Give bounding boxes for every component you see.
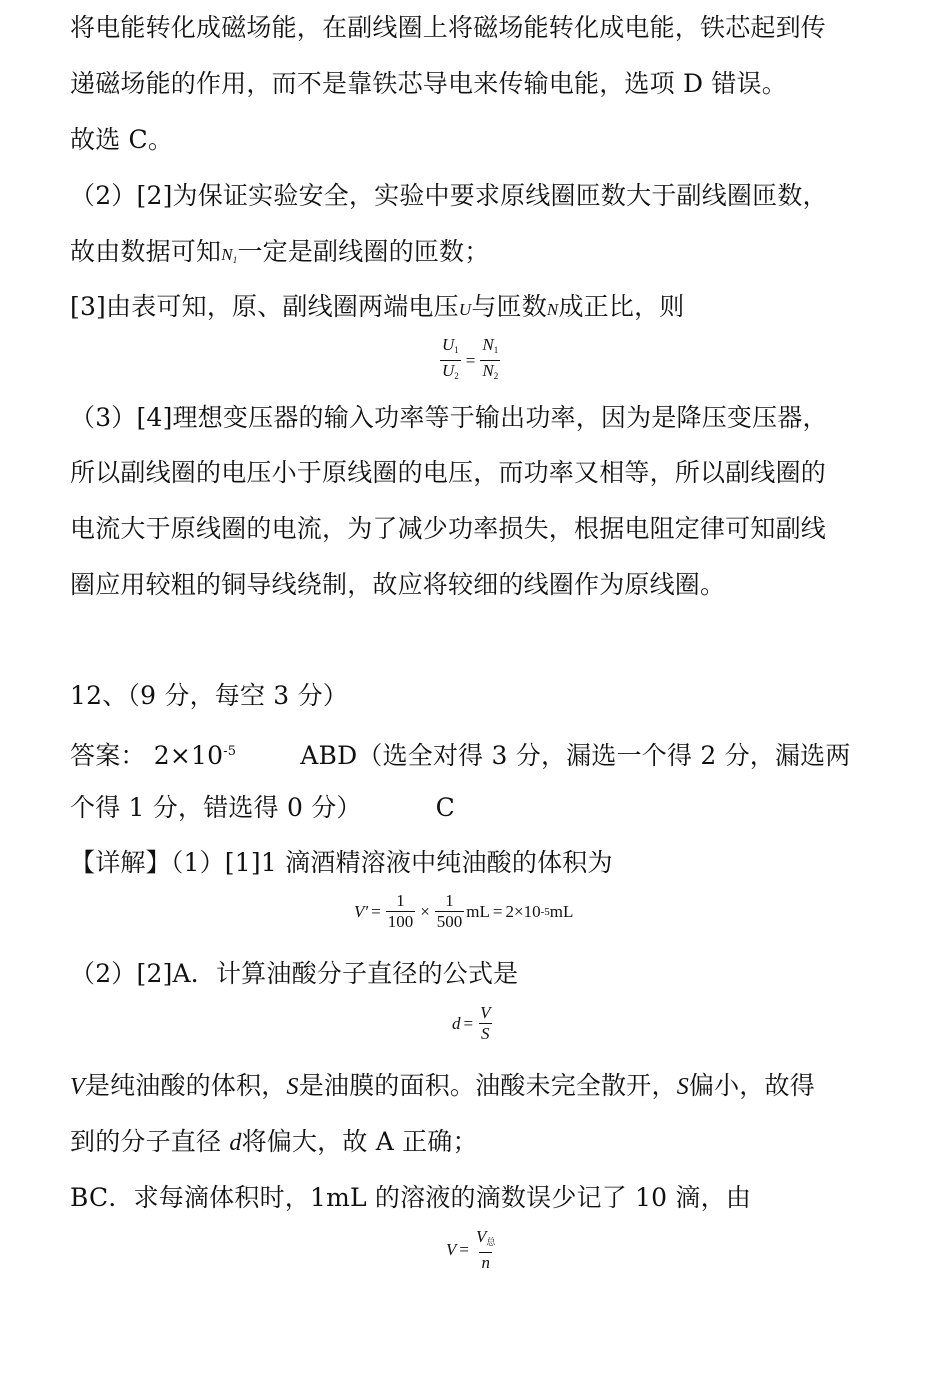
numerator	[480, 336, 500, 360]
equals-sign: =	[465, 350, 476, 370]
text-line-conclusion	[70, 1125, 478, 1160]
symbol-n: N	[546, 300, 559, 319]
text-fragment: 与匝数	[471, 292, 547, 321]
text-line-10: 圈应用较粗的铜导线绕制，故应将较细的线圈作为原线圈。	[70, 570, 726, 599]
fraction-u	[440, 336, 461, 385]
text-line-bc: BC．求每滴体积时，1mL 的溶液的滴数误少记了 10 滴，由	[70, 1183, 752, 1212]
text-line-1: 将电能转化成磁场能，在副线圈上将磁场能转化成电能，铁芯起到传	[70, 13, 827, 42]
text-line-2: 递磁场能的作用，而不是靠铁芯导电来传输电能，选项 D 错误。	[70, 69, 787, 98]
equals-sign: =	[492, 901, 503, 921]
equals-sign: =	[459, 1240, 469, 1259]
symbol-d: d	[229, 1130, 242, 1156]
text-fragment: C	[435, 793, 455, 822]
fraction-n	[480, 336, 500, 385]
text-fragment: 一定是副线圈的匝数；	[237, 237, 490, 266]
text-fragment: 答案： 2×10	[70, 741, 224, 770]
fraction-vtotal-n	[474, 1228, 497, 1272]
unit-ml: mL	[466, 901, 490, 921]
text-line-8: 所以副线圈的电压小于原线圈的电压，而功率又相等，所以副线圈的	[70, 458, 827, 487]
numerator	[474, 1228, 497, 1252]
symbol-s: S	[676, 1074, 689, 1100]
text-fragment: 是油膜的面积。油酸未完全散开，	[298, 1071, 677, 1100]
text-fragment: ABD（选全对得 3 分，漏选一个得 2 分，漏选两	[300, 741, 851, 770]
text-fragment: 成正比，则	[558, 292, 685, 321]
equals-sign: =	[371, 901, 381, 921]
symbol-v: V	[446, 1240, 457, 1259]
fraction-1-500	[435, 892, 465, 931]
text-line-3: 故选 C。	[70, 125, 174, 154]
numerator: 1	[445, 891, 454, 910]
denominator	[440, 360, 461, 385]
formula-volume	[354, 892, 573, 931]
equals-sign: =	[463, 1013, 474, 1033]
superscript: -5	[223, 744, 237, 759]
text-line-4: （2）[2]为保证实验安全，实验中要求原线圈匝数大于副线圈匝数，	[70, 181, 828, 210]
times-sign: ×	[420, 901, 430, 921]
text-line-formula-intro: （2）[2]A．计算油酸分子直径的公式是	[70, 959, 519, 988]
symbol-u: U	[442, 335, 455, 354]
formula-voltage-ratio	[438, 336, 502, 385]
text-fragment: 偏小，故得	[688, 1071, 815, 1100]
symbol-n: N	[221, 245, 233, 264]
symbol-n: N	[482, 361, 494, 380]
symbol-v: V	[70, 1074, 85, 1100]
text-line-explain	[70, 1069, 815, 1104]
superscript: -5	[540, 905, 550, 918]
symbol-s: S	[286, 1074, 299, 1100]
value: 2×10	[505, 901, 541, 921]
denominator: S	[481, 1024, 490, 1043]
answer-line-2	[70, 791, 455, 825]
text-fragment: [3]由表可知，原、副线圈两端电压	[70, 292, 459, 321]
fraction-1-100	[386, 892, 416, 931]
subscript: 1	[493, 345, 499, 355]
question-heading: 12、（9 分，每空 3 分）	[70, 681, 348, 710]
text-line-6	[70, 290, 684, 327]
subscript: 总	[486, 1237, 496, 1247]
numerator	[440, 336, 461, 360]
symbol-v: V	[475, 1227, 487, 1246]
symbol-u: U	[458, 300, 472, 319]
subscript: 2	[493, 371, 499, 381]
symbol-u: U	[442, 361, 455, 380]
text-fragment: 故由数据可知	[70, 237, 222, 266]
text-line-9: 电流大于原线圈的电流，为了减少功率损失，根据电阻定律可知副线	[70, 514, 827, 543]
text-fragment: 是纯油酸的体积，	[84, 1071, 287, 1100]
text-fragment: 到的分子直径	[70, 1127, 230, 1156]
text-line-detail: 【详解】（1）[1]1 滴酒精溶液中纯油酸的体积为	[70, 848, 613, 877]
denominator: 100	[387, 912, 414, 931]
numerator: 1	[396, 891, 405, 910]
denominator: 500	[436, 912, 463, 931]
text-fragment: 将偏大，故 A 正确；	[241, 1127, 478, 1156]
text-fragment: 个得 1 分，错选得 0 分）	[70, 793, 362, 822]
text-line-7: （3）[4]理想变压器的输入功率等于输出功率，因为是降压变压器，	[70, 403, 828, 432]
formula-drop-volume	[446, 1228, 499, 1272]
symbol-n1	[221, 245, 237, 264]
subscript: 2	[454, 371, 459, 381]
symbol-d: d	[452, 1013, 461, 1033]
denominator: n	[481, 1253, 490, 1272]
subscript: 1	[454, 345, 459, 355]
formula-diameter	[452, 1004, 494, 1043]
answer-line	[70, 735, 851, 773]
text-line-5	[70, 235, 489, 277]
fraction-v-s	[478, 1004, 492, 1043]
symbol-n: N	[482, 335, 494, 354]
symbol-v-prime: V′	[354, 901, 369, 921]
numerator: V	[480, 1003, 491, 1022]
unit-ml: mL	[549, 901, 574, 921]
denominator	[480, 360, 500, 385]
subscript: 1	[232, 255, 238, 265]
